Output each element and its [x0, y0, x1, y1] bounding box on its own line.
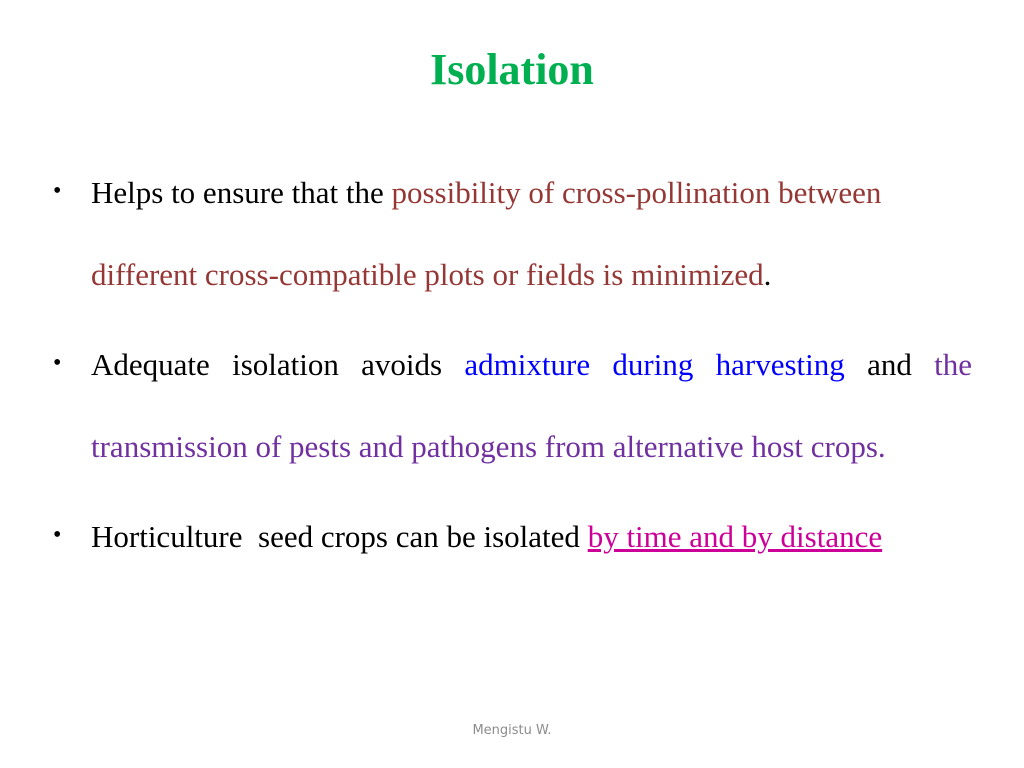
bullet-text-highlight: admixture during harvesting: [464, 347, 845, 382]
bullet-marker: •: [53, 178, 62, 204]
bullet-marker: •: [53, 522, 62, 548]
bullet-text-segment: and: [844, 347, 935, 382]
bullet-text-segment: Adequate isolation avoids: [91, 347, 465, 382]
bullet-marker: •: [53, 350, 62, 376]
bullet-text: [91, 324, 972, 488]
bullet-text-segment: Helps to ensure that the: [91, 175, 392, 210]
slide-title: Isolation: [430, 45, 594, 94]
footer-author: Mengistu W.: [472, 723, 552, 738]
bullet-text-segment: .: [763, 257, 772, 292]
bullet-text: [91, 496, 972, 578]
bullet-text-highlight: possibility of cross-pollination between different cross-compatible plots or fields is minimized: [91, 175, 882, 292]
bullet-text-segment: Horticulture seed crops can be isolated: [91, 519, 588, 554]
bullet-text: [91, 152, 972, 316]
bullet-text-link[interactable]: by time and by distance: [587, 519, 883, 554]
bullet-text-highlight: the transmission of pests and pathogens from alternative host crops.: [91, 347, 973, 464]
